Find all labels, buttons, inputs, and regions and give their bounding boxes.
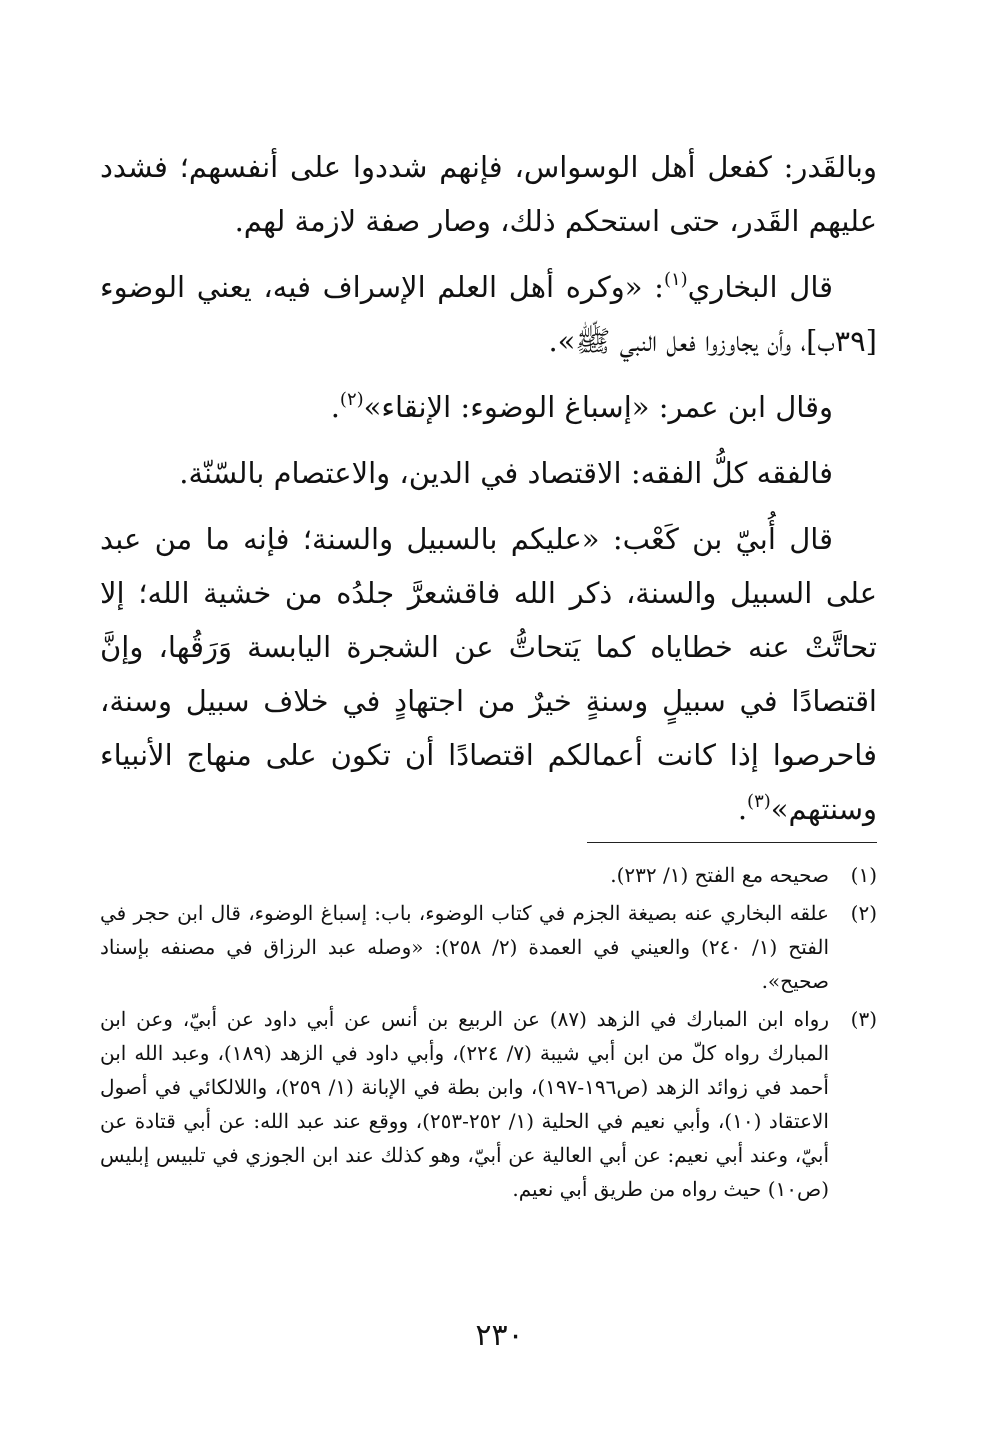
footnotes xyxy=(100,858,877,1210)
paragraph-bukhari xyxy=(100,260,877,368)
paragraph-ubayy-quote: قال أُبيّ بن كَعْب: «عليكم بالسبيل والسنة؛ فإنه ما من عبد على السبيل والسنة، ذكر الله فاقشعرَّ جلدُه من خشية الله؛ إلا تحاتَّتْ عنه خطاياه كما يَتحاتُّ عن الشجرة اليابسة وَرَقُها، وإنَّ اقتصادًا في سبيلٍ وسنةٍ خيرٌ من اجتهادٍ في خلاف سبيل وسنة، فاحرصوا إذا كانت أعمالكم اقتصادًا أن تكون على منهاج الأنبياء وسنتهم» xyxy=(100,522,877,826)
page-number: ٢٣٠ xyxy=(475,1318,524,1353)
paragraph-ubayy xyxy=(100,512,877,836)
footnote-number: (٢) xyxy=(850,901,877,925)
footnote-2 xyxy=(100,896,877,998)
footnote-ref-2[interactable]: (٢) xyxy=(339,389,364,410)
footnote-number: (١) xyxy=(850,863,877,887)
footnote-text: علقه البخاري عنه بصيغة الجزم في كتاب الوضوء، باب: إسباغ الوضوء، قال ابن حجر في الفتح (١/ ٢٤٠) والعيني في العمدة (٢/ ٢٥٨): «وصله عبد الرزاق في مصنفه بإسناد صحيح». xyxy=(100,901,829,993)
paragraph-ibn-umar xyxy=(100,380,877,434)
paragraph-fiqh: فالفقه كلُّ الفقه: الاقتصاد في الدين، والاعتصام بالسّنّة. xyxy=(179,456,833,490)
footnote-number: (٣) xyxy=(850,1007,877,1031)
paragraph-qadar: وبالقَدر: كفعل أهل الوسواس، فإنهم شددوا على أنفسهم؛ فشدد عليهم القَدر، حتى استحكم ذلك، وصار صفة لازمة لهم. xyxy=(100,150,877,238)
main-text xyxy=(100,140,877,848)
paragraph-bukhari-quote: : «وكره أهل العلم الإسراف فيه، يعني الوضوء [٣٩ب]، وأن يجاوزوا فعل النبي ﷺ». xyxy=(100,270,877,358)
paragraph-ibn-umar-end: . xyxy=(330,390,340,424)
footnote-3 xyxy=(100,1002,877,1206)
footnote-1 xyxy=(100,858,877,892)
footnote-ref-1[interactable]: (١) xyxy=(663,269,688,290)
footnote-text: رواه ابن المبارك في الزهد (٨٧) عن الربيع بن أنس عن أبي داود عن أبيّ، وعن ابن المبارك رواه كلّ من ابن أبي شيبة (٧/ ٢٢٤)، وأبي داود في الزهد (١٨٩)، وعبد الله ابن أحمد في زوائد الزهد (ص١٩٦-١٩٧)، وابن بطة في الإبانة (١/ ٢٥٩)، واللالكائي في أصول الاعتقاد (١٠)، وأبي نعيم في الحلية (١/ ٢٥٢-٢٥٣)، ووقع عند عبد الله: عن أبي قتادة عن أبيّ، وعند أبي نعيم: عن أبي العالية عن أبيّ، وهو كذلك عند ابن الجوزي في تلبيس إبليس (ص١٠) حيث رواه من طريق أبي نعيم. xyxy=(100,1007,829,1201)
paragraph-ibn-umar-quote: وقال ابن عمر: «إسباغ الوضوء: الإنقاء» xyxy=(363,390,833,424)
paragraph-bukhari-lead: قال البخاري xyxy=(687,270,834,304)
footnote-text: صحيحه مع الفتح (١/ ٢٣٢). xyxy=(610,863,829,887)
footnote-ref-3[interactable]: (٣) xyxy=(747,791,771,812)
paragraph-ubayy-end: . xyxy=(737,792,748,826)
footnote-separator xyxy=(587,842,877,843)
